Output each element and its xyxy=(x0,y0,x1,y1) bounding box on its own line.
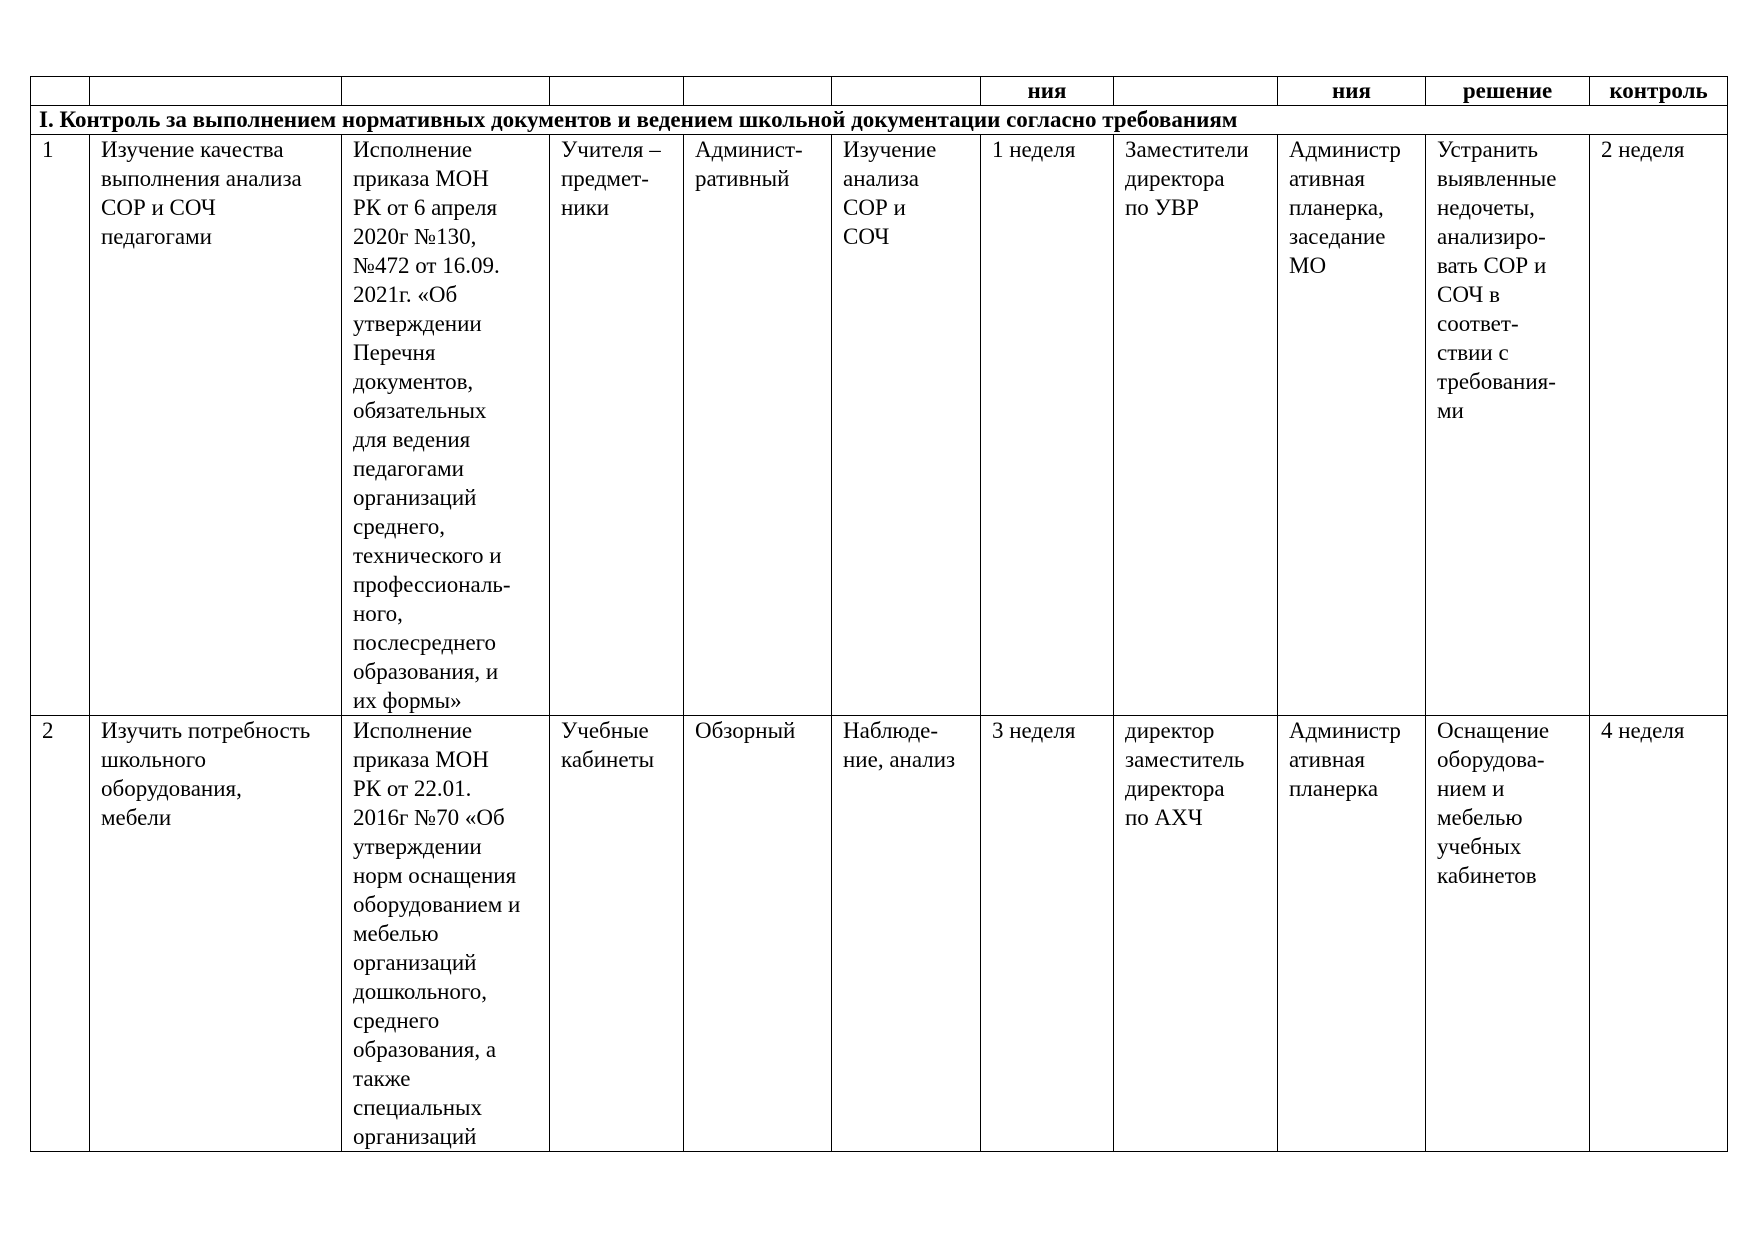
row-basis-cell: Исполнение приказа МОН РК от 22.01. 2016г №70 «Об утверждении норм оснащения оборудованием и мебелью организаций дошкольного, среднего образования, а также специальных организаций xyxy=(342,716,550,1152)
row-method-cell: Наблюде- ние, анализ xyxy=(832,716,981,1152)
table-row xyxy=(31,135,1728,716)
control-plan-table xyxy=(30,76,1728,1152)
header-cell-basis xyxy=(342,77,550,106)
header-cell-timing: ния xyxy=(981,77,1114,106)
row-num-cell: 1 xyxy=(31,135,90,716)
row-basis-cell: Исполнение приказа МОН РК от 6 апреля 2020г №130, №472 от 16.09. 2021г. «Об утверждении Перечня документов, обязательных для ведения педагогами организаций среднего, технического и профессиональ- ного, послесреднего образования, и их формы» xyxy=(342,135,550,716)
header-cell-type xyxy=(684,77,832,106)
row-review-cell: Администр ативная планерка xyxy=(1278,716,1426,1152)
row-object-cell: Учебные кабинеты xyxy=(550,716,684,1152)
row-num-cell: 2 xyxy=(31,716,90,1152)
section-title: I. Контроль за выполнением нормативных документов и ведением школьной документации согласно требованиям xyxy=(31,106,1728,135)
row-topic-cell: Изучить потребность школьного оборудования, мебели xyxy=(90,716,342,1152)
row-object-cell: Учителя – предмет- ники xyxy=(550,135,684,716)
section-row xyxy=(31,106,1728,135)
table-row xyxy=(31,716,1728,1152)
header-cell-control: контроль xyxy=(1590,77,1728,106)
row-topic-cell: Изучение качества выполнения анализа СОР и СОЧ педагогами xyxy=(90,135,342,716)
row-decision-cell: Устранить выявленные недочеты, анализиро- вать СОР и СОЧ в соответ- ствии с требования- ми xyxy=(1426,135,1590,716)
row-type-cell: Админист- ративный xyxy=(684,135,832,716)
header-cell-object xyxy=(550,77,684,106)
row-responsible-cell: директор заместитель директора по АХЧ xyxy=(1114,716,1278,1152)
header-cell-topic xyxy=(90,77,342,106)
row-method-cell: Изучение анализа СОР и СОЧ xyxy=(832,135,981,716)
header-cell-decision: решение xyxy=(1426,77,1590,106)
row-control-cell: 2 неделя xyxy=(1590,135,1728,716)
row-responsible-cell: Заместители директора по УВР xyxy=(1114,135,1278,716)
row-timing-cell: 1 неделя xyxy=(981,135,1114,716)
row-timing-cell: 3 неделя xyxy=(981,716,1114,1152)
header-row xyxy=(31,77,1728,106)
header-cell-responsible xyxy=(1114,77,1278,106)
header-cell-review: ния xyxy=(1278,77,1426,106)
row-decision-cell: Оснащение оборудова- нием и мебелью учебных кабинетов xyxy=(1426,716,1590,1152)
row-review-cell: Администр ативная планерка, заседание МО xyxy=(1278,135,1426,716)
header-cell-method xyxy=(832,77,981,106)
row-type-cell: Обзорный xyxy=(684,716,832,1152)
row-control-cell: 4 неделя xyxy=(1590,716,1728,1152)
header-cell-num xyxy=(31,77,90,106)
